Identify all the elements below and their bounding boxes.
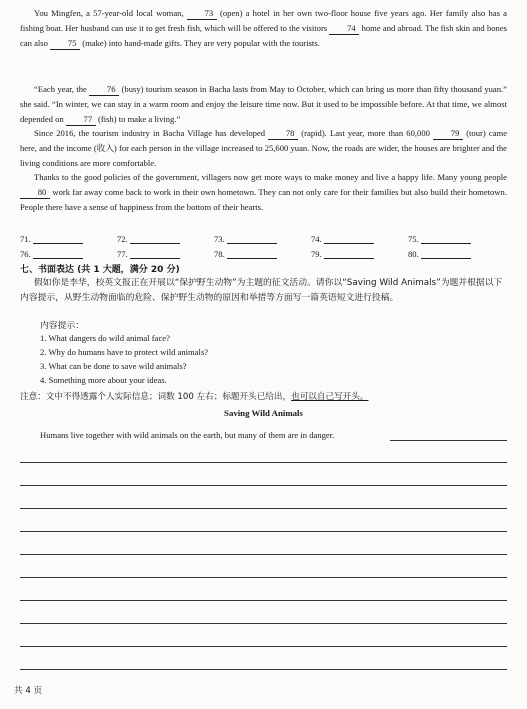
writing-line[interactable] <box>20 462 507 463</box>
blank-74[interactable]: 74 <box>329 23 359 35</box>
tip-item: 2. Why do humans have to protect wild animals? <box>40 347 209 357</box>
tips-title: 内容提示： <box>40 321 84 331</box>
passage-text: (busy) tourism season in Bacha lasts from May to October, which can bring us more than fifty thousand yuan.” she said. “In winter, we can stay in a warm room and enjoy the leisure time now. But it used to be impossible before. At that time, we almost depended on <box>20 84 507 125</box>
answer-number: 74. <box>311 234 322 244</box>
answer-slot[interactable] <box>214 233 311 244</box>
section-title: 七、书面表达 (共 1 大题，满分 20 分) <box>20 265 180 275</box>
passage-text: (rapid). Last year, more than 60,000 <box>298 128 434 138</box>
passage-text: (open) a hotel in her own two-floor house five years ago. Her family also has a fishing boat. Her husband can use it to get fresh fish, which will be offered to the visitors <box>20 8 507 34</box>
answer-number: 80. <box>408 249 419 259</box>
page-footer: 共 4 页 <box>14 686 43 696</box>
passage-paragraph-2 <box>20 82 507 128</box>
answer-slot[interactable] <box>20 248 117 259</box>
writing-line[interactable] <box>20 623 507 624</box>
blank-77[interactable]: 77 <box>66 114 96 126</box>
answer-sheet <box>20 229 507 259</box>
writing-line[interactable] <box>20 485 507 486</box>
note-underlined-text: 也可以自己写开头。 <box>291 392 369 402</box>
answer-line[interactable] <box>421 248 471 259</box>
passage-text: (tour) came here, and the income (收入) for each person in the village increased to 25,600 yuan. Now, the roads are wider, the houses are brighter and the living conditions are more comfortable. <box>20 128 508 169</box>
tip-item: 3. What can be done to save wild animals? <box>40 361 187 371</box>
blank-73[interactable]: 73 <box>187 8 217 20</box>
answer-slot[interactable] <box>311 233 408 244</box>
passage-paragraph-4 <box>20 170 507 216</box>
blank-78[interactable]: 78 <box>268 128 298 140</box>
blank-76[interactable]: 76 <box>89 84 119 96</box>
answer-number: 72. <box>117 234 128 244</box>
answer-line[interactable] <box>227 233 277 244</box>
answer-number: 71. <box>20 234 31 244</box>
answer-number: 79. <box>311 249 322 259</box>
writing-line[interactable] <box>20 669 507 670</box>
writing-line[interactable] <box>20 554 507 555</box>
answer-line[interactable] <box>33 233 83 244</box>
passage-text: “Each year, the <box>34 84 90 94</box>
note-text: 注意：文中不得透露个人实际信息；词数 100 左右；标题开头已给出， <box>20 392 292 402</box>
answer-number: 77. <box>117 249 128 259</box>
writing-line[interactable] <box>20 531 507 532</box>
answer-slot[interactable] <box>20 233 117 244</box>
answer-line[interactable] <box>227 248 277 259</box>
writing-line[interactable] <box>20 508 507 509</box>
essay-title: Saving Wild Animals <box>224 408 303 418</box>
writing-note <box>20 390 368 402</box>
answer-line[interactable] <box>130 233 180 244</box>
passage-text: home and abroad. The fish skin and bones can also <box>20 23 507 49</box>
answer-slot[interactable] <box>117 248 214 259</box>
answer-slot[interactable] <box>311 248 408 259</box>
answer-number: 73. <box>214 234 225 244</box>
answer-slot[interactable] <box>117 233 214 244</box>
answer-slot[interactable] <box>214 248 311 259</box>
answer-line[interactable] <box>324 233 374 244</box>
answer-row <box>20 244 507 259</box>
writing-line[interactable] <box>20 646 507 647</box>
answer-slot[interactable] <box>408 233 505 244</box>
writing-line[interactable] <box>390 440 507 441</box>
answer-line[interactable] <box>421 233 471 244</box>
answer-row <box>20 229 507 244</box>
answer-number: 75. <box>408 234 419 244</box>
blank-80[interactable]: 80 <box>20 187 50 199</box>
writing-line[interactable] <box>20 600 507 601</box>
tip-item: 1. What dangers do wild animal face? <box>40 333 170 343</box>
answer-line[interactable] <box>130 248 180 259</box>
answer-number: 76. <box>20 249 31 259</box>
passage-text: You Mingfen, a 57-year-old local woman, <box>34 8 187 18</box>
passage-text: (make) into hand-made gifts. They are very popular with the tourists. <box>80 38 320 49</box>
passage-text: work far away come back to work in their own hometown. They can not only care for their families but also build their hometown. People there have a sense of happiness from the bottom of their hearts. <box>20 187 507 213</box>
writing-prompt: 假如你是李华，校英文报正在开展以“保护野生动物”为主题的征文活动。请你以“Saving Wild Animals”为题并根据以下内容提示，从野生动物面临的危险、保护野生动物的原因和举措等方面写一篇英语短文进行投稿。 <box>20 278 503 303</box>
writing-line[interactable] <box>20 577 507 578</box>
essay-opening-sentence: Humans live together with wild animals on the earth, but many of them are in danger. <box>40 430 335 440</box>
passage-text: Since 2016, the tourism industry in Bacha Village has developed <box>34 128 269 138</box>
answer-line[interactable] <box>33 248 83 259</box>
passage-paragraph-3 <box>20 126 507 172</box>
answer-number: 78. <box>214 249 225 259</box>
passage-text: Thanks to the good policies of the government, villagers now get more ways to make money and live a happy life. Many young people <box>34 172 507 182</box>
passage-text: (fish) to make a living.” <box>95 114 181 125</box>
blank-75[interactable]: 75 <box>50 38 80 50</box>
passage-paragraph-1 <box>20 6 507 52</box>
answer-slot[interactable] <box>408 248 505 259</box>
blank-79[interactable]: 79 <box>433 128 463 140</box>
answer-line[interactable] <box>324 248 374 259</box>
tip-item: 4. Something more about your ideas. <box>40 375 167 385</box>
